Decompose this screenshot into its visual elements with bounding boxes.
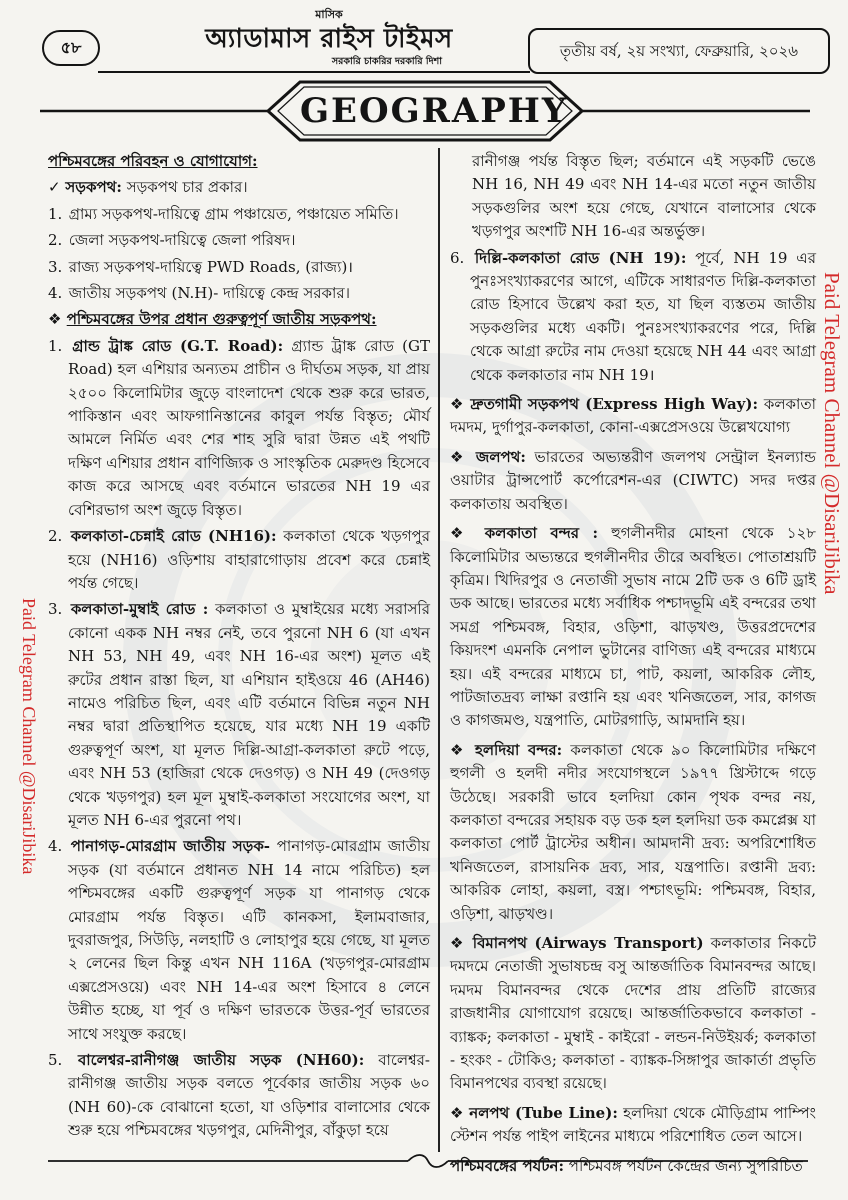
highway-title: কলকাতা-মুম্বাই রোড :	[70, 600, 209, 619]
highway-description: গ্র্যান্ড ট্রাঙ্ক রোড (GT Road) হল এশিয়ার অন্যতম প্রাচীন ও দীর্ঘতম সড়ক, যা প্রায় ২৫০০ কিলোমিটার জুড়ে বাংলাদেশ থেকে শুরু করে ভারত, পাকিস্তান এবং আফগানিস্তানের কাবুল পর্যন্ত বিস্তৃত; মৌর্য আমলে নির্মিত এবং শের শাহ সুরি দ্বারা উন্নত এই পথটি দক্ষিণ এশিয়ার প্রধান বাণিজ্যিক ও সাংস্কৃতিক মেরুদণ্ড হিসেবে কাজ করে আসছে এবং বর্তমানে ভারতের NH 19 এর বেশিরভাগ অংশ জুড়ে বিস্তৃত।	[68, 336, 431, 519]
diamond-bullet-icon: ❖	[450, 524, 472, 543]
section-title: কলকাতা বন্দর :	[484, 524, 599, 543]
national-highways-heading	[48, 308, 430, 331]
watermark-left: Paid Telegram Channel @DisariJibika	[19, 598, 39, 875]
section-title: হলদিয়া বন্দর:	[474, 740, 563, 759]
diamond-bullet-icon: ❖	[450, 1103, 464, 1122]
right-column	[450, 150, 816, 1175]
road-type-text: জাতীয় সড়কপথ (N.H)- দায়িত্বে কেন্দ্র সরকার।	[68, 284, 350, 303]
highway-description: বালেশ্বর-রানীগঞ্জ জাতীয় সড়ক বলতে পূর্বেকার জাতীয় সড়ক ৬০ (NH 60)-কে বোঝানো হতো, যা ওড়িশার বালাসোর থেকে শুরু হয়ে পশ্চিমবঙ্গের খড়গপুর, মেদিনীপুর, বাঁকুড়া হয়ে	[68, 1051, 430, 1140]
page-number: ৫৮	[42, 30, 100, 66]
highway-description: পানাগড়-মোরগ্রাম জাতীয় সড়ক (যা বর্তমানে প্রধানত NH 14 নামে পরিচিত) হল পশ্চিমবঙ্গের একটি গুরুত্বপূর্ণ সড়ক যা পানাগড় থেকে মোরগ্রাম পর্যন্ত বিস্তৃত। এটি কানকসা, ইলামবাজার, দুবরাজপুর, সিউড়ি, নলহাটি ও লোহাপুর হয়ে গেছে, যা মূলত ২ লেনের ছিল কিন্তু এখন NH 116A (খড়গপুর-মোরগ্রাম এক্সপ্রেসওয়ে) এবং NH 14-এর অংশ হিসাবে ৪ লেনে উন্নীত হচ্ছে, যা পূর্ব ও দক্ষিণ ভারতকে উত্তর-পূর্ব ভারতের সাথে সংযুক্ত করছে।	[68, 837, 430, 1043]
item-number: 3.	[48, 257, 63, 276]
column-divider	[438, 148, 440, 1152]
road-type-text: জেলা সড়কপথ-দায়িত্বে জেলা পরিষদ।	[68, 231, 296, 250]
diamond-bullet-icon: ❖	[48, 310, 62, 329]
road-type-item	[48, 203, 430, 226]
section-text: ভারতের অভ্যন্তরীণ জলপথ সেন্ট্রাল ইনল্যান্ড ওয়াটার ট্রান্সপোর্ট কর্পোরেশন-এর (CIWTC) সদর দপ্তর কলকাতায় অবস্থিত।	[450, 447, 816, 513]
item-number: 4.	[48, 284, 63, 303]
watermark-right: Paid Telegram Channel @DisariJibika	[820, 272, 844, 595]
item-number: 6.	[450, 248, 465, 267]
tourism-title: পশ্চিমবঙ্গের পর্যটন:	[450, 1156, 564, 1175]
road-intro-text: সড়কপথ চার প্রকার।	[126, 178, 248, 197]
masthead-frequency: মাসিক	[315, 8, 343, 21]
transport-section-kolkata-port	[450, 522, 816, 733]
diamond-bullet-icon: ❖	[450, 740, 467, 759]
highway-item	[48, 835, 430, 1046]
highway-description: পূর্বে, NH 19 এর পুনঃসংখ্যাকরণের আগে, এটিকে সাধারণত দিল্লি-কলকাতা রোড হিসাবে উল্লেখ করা হত, যা ছিল ব্যস্ততম জাতীয় সড়কগুলির মধ্যে একটি। পুনঃসংখ্যাকরণের পরে, দিল্লি থেকে আগ্রা রুটের নাম দেওয়া হয়েছে NH 44 এবং আগ্রা থেকে কলকাতার নাম NH 19।	[470, 248, 816, 384]
highway-description: কলকাতা ও মুম্বাইয়ের মধ্যে সরাসরি কোনো একক NH নম্বর নেই, তবে পুরনো NH 6 (যা এখন NH 53, NH 49, এবং NH 16-এর অংশ) মূলত এই রুটের প্রধান রাস্তা ছিল, যা এশিয়ান হাইওয়ে 46 (AH46) নামেও পরিচিত ছিল, এবং এটি বর্তমানে বিভিন্ন নতুন NH নম্বর দ্বারা প্রতিস্থাপিত হয়েছে, যার মধ্যে NH 19 একটি গুরুত্বপূর্ণ অংশ, যা মূলত দিল্লি-আগ্রা-কলকাতা রুটে পড়ে, এবং NH 53 (হাজিরা থেকে দেওগড়) ও NH 49 (দেওগড় থেকে খড়গপুর) হল মূল মুম্বাই-কলকাতা সংযোগের অংশ, যা মূলত NH 6-এর পুরনো পথ।	[68, 600, 430, 829]
highway-title: দিল্লি-কলকাতা রোড (NH 19):	[474, 248, 687, 267]
road-intro-title: সড়কপথ:	[65, 178, 122, 197]
item-number: 1.	[48, 204, 63, 223]
item-number: 2.	[48, 527, 63, 546]
item-number: 4.	[48, 837, 63, 856]
highway-item	[48, 598, 430, 832]
item-number: 3.	[48, 600, 63, 619]
section-text: কলকাতা দমদম, দুর্গাপুর-কলকাতা, কোনা-এক্সপ্রেসওয়ে উল্লেখযোগ্য	[450, 395, 816, 437]
highway-item	[48, 1049, 430, 1143]
section-text: কলকাতা থেকে ৯০ কিলোমিটার দক্ষিণে হুগলী ও হলদী নদীর সংযোগস্থলে ১৯৭৭ খ্রিস্টাব্দে গড়ে উঠেছে। সরকারী ভাবে হলদিয়া কোন পৃথক বন্দর নয়, কলকাতা বন্দরের সহায়ক বড় ডক হল হলদিয়া ডক কমপ্লেক্স যা কলকাতা পোর্ট ট্রাস্টের অধীন। আমদানী দ্রব্য: অপরিশোধিত খনিজতেল, রাসায়নিক দ্রব্য, সার, যন্ত্রপাতি। রপ্তানী দ্রব্য: আকরিক লোহা, কয়লা, বস্ত্র। পশ্চাৎভূমি: পশ্চিমবঙ্গ, বিহার, ওড়িশা, ঝাড়খণ্ড।	[450, 740, 816, 923]
section-heading-text: পশ্চিমবঙ্গের পরিবহন ও যোগাযোগ:	[48, 152, 258, 170]
section-title: জলপথ:	[475, 447, 526, 466]
diamond-bullet-icon: ❖	[450, 395, 465, 414]
issue-info: তৃতীয় বর্ষ, ২য় সংখ্যা, ফেব্রুয়ারি, ২০২৬	[528, 28, 830, 74]
road-type-text: গ্রাম্য সড়কপথ-দায়িত্বে গ্রাম পঞ্চায়েত, পঞ্চায়েত সমিতি।	[68, 204, 399, 223]
transport-section-airways	[450, 932, 816, 1096]
continued-paragraph: রানীগঞ্জ পর্যন্ত বিস্তৃত ছিল; বর্তমানে এই সড়কটি ভেঙে NH 16, NH 49 এবং NH 14-এর মতো নতুন জাতীয় সড়কগুলির অংশ হয়ে গেছে, যেখানে বালাসোর থেকে খড়গপুর অংশটি NH 16-এর অন্তর্ভুক্ত।	[472, 152, 816, 241]
transport-section-pipeline	[450, 1102, 816, 1149]
diamond-bullet-icon: ❖	[450, 447, 468, 466]
highway-title: বালেশ্বর-রানীগঞ্জ জাতীয় সড়ক (NH60):	[77, 1051, 365, 1070]
section-text: হলদিয়া থেকে মৌড়িগ্রাম পাম্পিং স্টেশন পর্যন্ত পাইপ লাইনের মাধ্যমে পরিশোধিত তেল আসে।	[450, 1103, 816, 1146]
transport-section-haldia-port	[450, 739, 816, 926]
highway-item	[48, 525, 430, 595]
highway-title: কলকাতা-চেন্নাই রোড (NH16):	[70, 527, 277, 546]
transport-section-waterways	[450, 446, 816, 516]
highway-item	[48, 335, 430, 522]
left-column	[48, 150, 430, 1148]
highway-title: পানাগড়-মোরগ্রাম জাতীয় সড়ক-	[70, 837, 271, 856]
item-number: 1.	[48, 336, 63, 355]
highway-item	[450, 247, 816, 387]
diamond-bullet-icon: ❖	[450, 934, 466, 952]
tourism-text: পশ্চিমবঙ্গ পর্যটন কেন্দ্রের জন্য সুপরিচিত	[568, 1156, 803, 1175]
section-title: বিমানপথ (Airways Transport)	[472, 934, 704, 952]
transport-section-express	[450, 393, 816, 440]
header-rule	[98, 71, 530, 73]
national-highways-heading-text: পশ্চিমবঙ্গের উপর প্রধান গুরুত্বপূর্ণ জাতীয় সড়কপথ:	[66, 310, 377, 329]
road-type-item	[48, 229, 430, 252]
item-number: 2.	[48, 231, 63, 250]
road-type-item	[48, 282, 430, 305]
highway-description: কলকাতা থেকে খড়গপুর হয়ে (NH16) ওড়িশায় বাহারাগোড়ায় প্রবেশ করে চেন্নাই পর্যন্ত গেছে।	[68, 527, 430, 592]
road-type-text: রাজ্য সড়কপথ-দায়িত্বে PWD Roads, (রাজ্য)।	[68, 257, 353, 276]
section-text: কলকাতার নিকটে দমদমে নেতাজী সুভাষচন্দ্র বসু আন্তর্জাতিক বিমানবন্দর আছে। দমদম বিমানবন্দর থেকে দেশের প্রায় প্রতিটি রাজ্যের রাজধানীর যোগাযোগ রয়েছে। আন্তর্জাতিকভাবে কলকাতা - ব্যাঙ্কক; কলকাতা - মুম্বাই - কাইরো - লন্ডন-নিউইয়র্ক; কলকাতা - হংকং - টোকিও; কলকাতা - ব্যাঙ্কক-সিঙ্গাপুর জাকার্তা প্রভৃতি বিমানপথের ব্যবস্থা রয়েছে।	[450, 934, 816, 1093]
road-intro	[48, 176, 430, 199]
masthead-tagline: সরকারি চাকরির দরকারি দিশা	[331, 56, 442, 67]
check-icon: ✓	[48, 178, 61, 197]
item-number: 5.	[48, 1051, 63, 1070]
masthead-title: অ্যাডামাস রাইস টাইমস	[205, 24, 453, 54]
road-type-item	[48, 256, 430, 279]
highway-title: গ্রান্ড ট্রাঙ্ক রোড (G.T. Road):	[72, 336, 284, 355]
masthead	[198, 8, 460, 68]
section-title: দ্রুতগামী সড়কপথ (Express High Way):	[470, 395, 759, 414]
section-title: নলপথ (Tube Line):	[469, 1103, 618, 1122]
section-text: হুগলীনদীর মোহনা থেকে ১২৮ কিলোমিটার অভ্যন্তরে হুগলীনদীর তীরে অবস্থিত। পোতাশ্রয়টি কৃত্রিম। খিদিরপুর ও নেতাজী সুভাষ নামে 2টি ডক ও 6টি ড্রাই ডক আছে। ভারতের মধ্যে সর্বাধিক পশ্চাদভূমি এই বন্দরের তথা সমগ্র পশ্চিমবঙ্গ, বিহার, ওড়িশা, ঝাড়খণ্ড, উত্তরপ্রদেশের কিয়দংশ এমনকি নেপাল ভুটানের বাণিজ্য এই বন্দরের মাধ্যমে হয়। এই বন্দরের মাধ্যমে চা, পাট, কয়লা, আকরিক লৌহ, পাটজাতদ্রব্য লাক্ষা রপ্তানি হয় এবং খনিজতেল, সার, কাগজ ও কাগজমণ্ড, যন্ত্রপাতি, মোটরগাড়ি, আমদানি হয়।	[450, 524, 816, 730]
tourism-section	[450, 1155, 816, 1178]
section-heading	[48, 150, 430, 173]
section-banner-title: GEOGRAPHY	[300, 91, 569, 131]
